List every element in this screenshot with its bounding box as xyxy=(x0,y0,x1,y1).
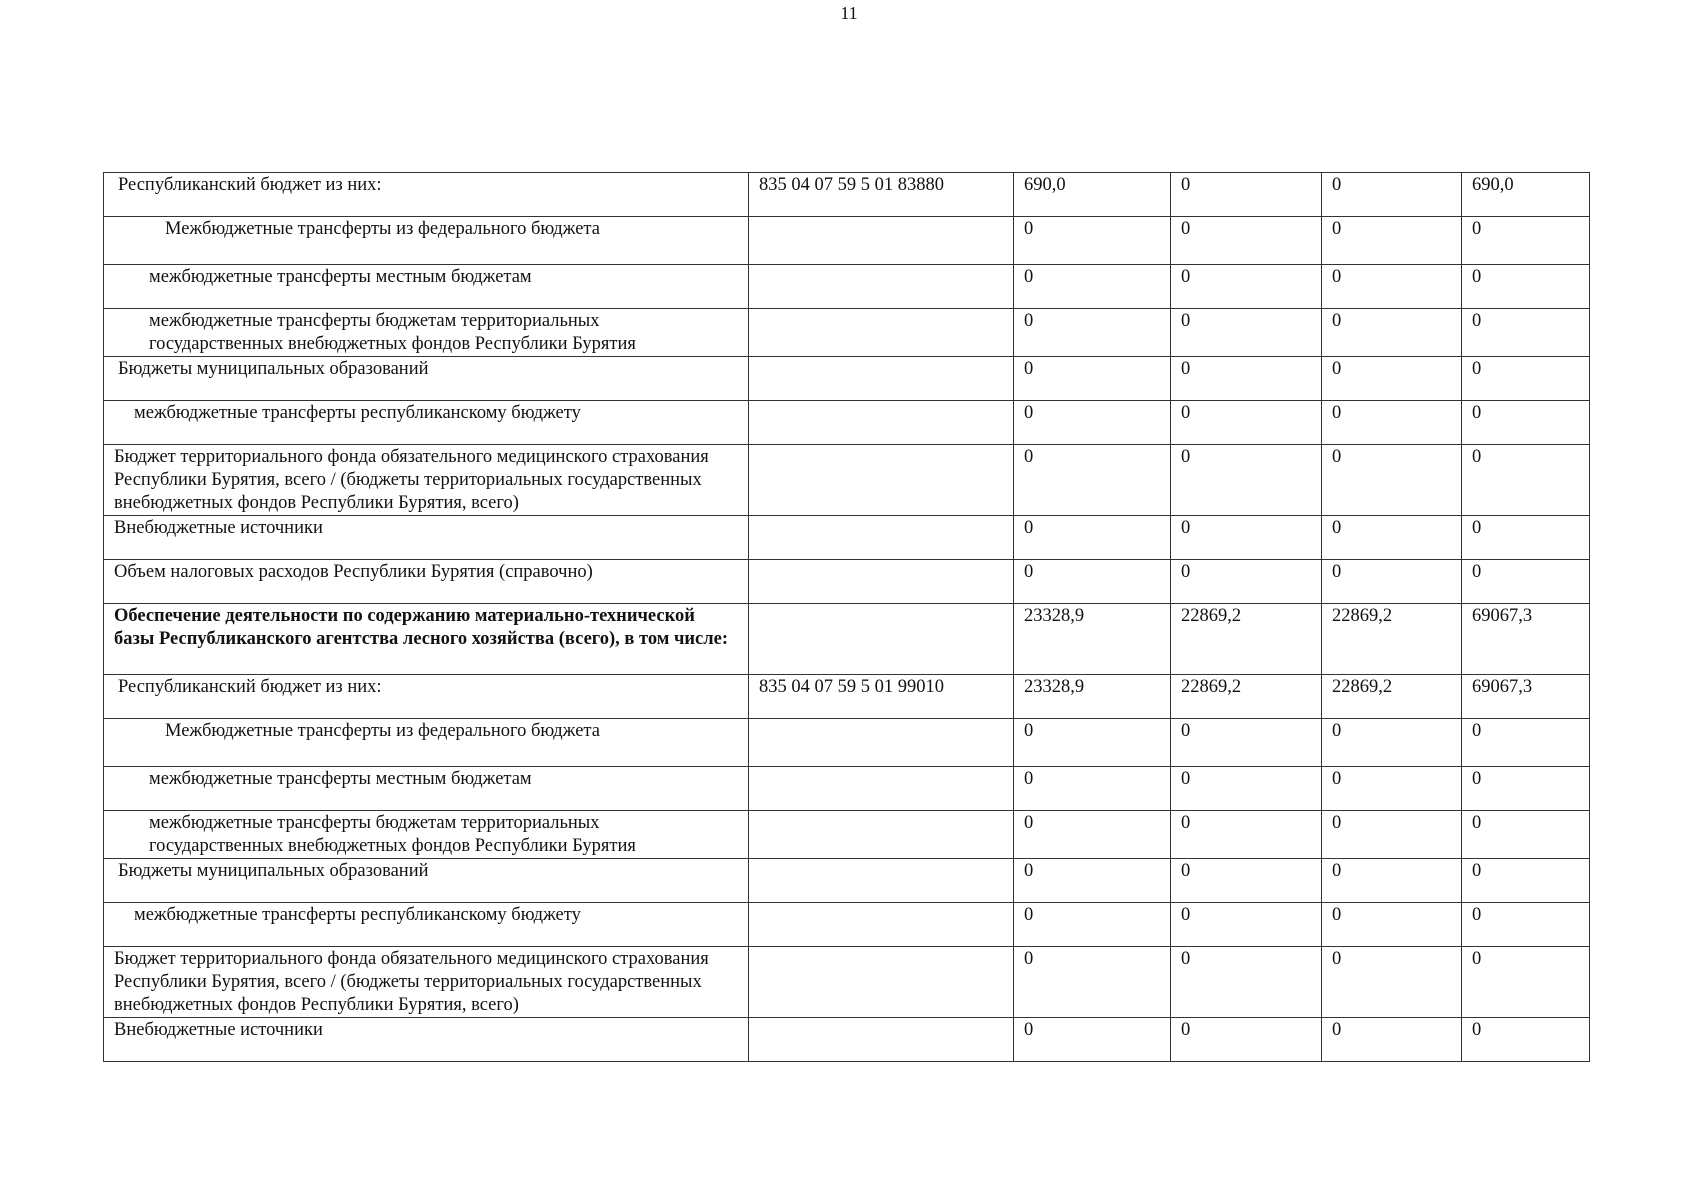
row-value-1: 0 xyxy=(1014,516,1171,560)
row-value-2: 0 xyxy=(1171,719,1322,767)
row-value-1: 0 xyxy=(1014,719,1171,767)
row-value-3: 0 xyxy=(1322,401,1462,445)
row-value-3: 0 xyxy=(1322,903,1462,947)
row-label: межбюджетные трансферты бюджетам территориальных государственных внебюджетных фондов Республики Бурятия xyxy=(104,811,749,859)
table-row xyxy=(104,675,1590,719)
row-value-1: 0 xyxy=(1014,859,1171,903)
row-value-2: 0 xyxy=(1171,1018,1322,1062)
row-label: Обеспечение деятельности по содержанию материально-технической базы Республиканского агентства лесного хозяйства (всего), в том числе: xyxy=(104,604,749,675)
row-total: 0 xyxy=(1462,1018,1590,1062)
row-value-2: 0 xyxy=(1171,516,1322,560)
row-total: 0 xyxy=(1462,357,1590,401)
row-code xyxy=(749,401,1014,445)
row-value-3: 0 xyxy=(1322,947,1462,1018)
row-value-3: 0 xyxy=(1322,217,1462,265)
row-value-3: 0 xyxy=(1322,173,1462,217)
row-value-1: 0 xyxy=(1014,811,1171,859)
table-row xyxy=(104,173,1590,217)
row-value-1: 0 xyxy=(1014,309,1171,357)
row-value-3: 0 xyxy=(1322,560,1462,604)
row-total: 0 xyxy=(1462,947,1590,1018)
row-value-2: 0 xyxy=(1171,401,1322,445)
row-label: межбюджетные трансферты республиканскому бюджету xyxy=(104,903,749,947)
row-label: Бюджеты муниципальных образований xyxy=(104,859,749,903)
row-total: 0 xyxy=(1462,445,1590,516)
row-code xyxy=(749,903,1014,947)
row-code xyxy=(749,445,1014,516)
row-label: Внебюджетные источники xyxy=(104,1018,749,1062)
row-total: 69067,3 xyxy=(1462,604,1590,675)
row-total: 0 xyxy=(1462,265,1590,309)
table-row xyxy=(104,401,1590,445)
row-value-1: 0 xyxy=(1014,947,1171,1018)
table-row xyxy=(104,604,1590,675)
table-row xyxy=(104,357,1590,401)
row-total: 0 xyxy=(1462,217,1590,265)
row-code xyxy=(749,947,1014,1018)
budget-table xyxy=(103,172,1590,1062)
row-value-3: 0 xyxy=(1322,767,1462,811)
row-value-3: 0 xyxy=(1322,719,1462,767)
row-value-2: 0 xyxy=(1171,767,1322,811)
row-value-2: 0 xyxy=(1171,357,1322,401)
row-code xyxy=(749,1018,1014,1062)
row-label: Внебюджетные источники xyxy=(104,516,749,560)
row-value-3: 0 xyxy=(1322,811,1462,859)
row-value-1: 0 xyxy=(1014,217,1171,265)
table-row xyxy=(104,265,1590,309)
row-value-1: 690,0 xyxy=(1014,173,1171,217)
row-label: межбюджетные трансферты местным бюджетам xyxy=(104,265,749,309)
row-value-2: 0 xyxy=(1171,560,1322,604)
row-value-3: 0 xyxy=(1322,516,1462,560)
row-label: Бюджеты муниципальных образований xyxy=(104,357,749,401)
table-row xyxy=(104,309,1590,357)
row-value-3: 0 xyxy=(1322,1018,1462,1062)
row-code xyxy=(749,357,1014,401)
table-row xyxy=(104,1018,1590,1062)
row-value-2: 0 xyxy=(1171,217,1322,265)
row-value-1: 0 xyxy=(1014,445,1171,516)
row-value-2: 0 xyxy=(1171,445,1322,516)
row-label: Объем налоговых расходов Республики Бурятия (справочно) xyxy=(104,560,749,604)
table-row xyxy=(104,516,1590,560)
row-label: Межбюджетные трансферты из федерального бюджета xyxy=(104,217,749,265)
row-code xyxy=(749,767,1014,811)
table-row xyxy=(104,217,1590,265)
row-code: 835 04 07 59 5 01 83880 xyxy=(749,173,1014,217)
row-value-1: 0 xyxy=(1014,265,1171,309)
row-total: 0 xyxy=(1462,401,1590,445)
table-row xyxy=(104,811,1590,859)
row-value-3: 22869,2 xyxy=(1322,604,1462,675)
row-code xyxy=(749,265,1014,309)
table-row xyxy=(104,560,1590,604)
row-code xyxy=(749,811,1014,859)
row-label: Бюджет территориального фонда обязательного медицинского страхования Республики Бурятия, всего / (бюджеты территориальных государственных внебюджетных фондов Республики Бурятия, всего) xyxy=(104,445,749,516)
row-total: 0 xyxy=(1462,811,1590,859)
table-row xyxy=(104,767,1590,811)
row-value-1: 0 xyxy=(1014,903,1171,947)
row-value-2: 0 xyxy=(1171,811,1322,859)
row-label: межбюджетные трансферты бюджетам территориальных государственных внебюджетных фондов Республики Бурятия xyxy=(104,309,749,357)
table-row xyxy=(104,719,1590,767)
row-label: Республиканский бюджет из них: xyxy=(104,173,749,217)
row-value-1: 0 xyxy=(1014,1018,1171,1062)
row-total: 0 xyxy=(1462,859,1590,903)
row-value-3: 0 xyxy=(1322,309,1462,357)
row-total: 0 xyxy=(1462,309,1590,357)
row-code xyxy=(749,859,1014,903)
row-label: Бюджет территориального фонда обязательного медицинского страхования Республики Бурятия, всего / (бюджеты территориальных государственных внебюджетных фондов Республики Бурятия, всего) xyxy=(104,947,749,1018)
row-code xyxy=(749,309,1014,357)
table-row xyxy=(104,445,1590,516)
row-total: 0 xyxy=(1462,767,1590,811)
row-value-1: 0 xyxy=(1014,357,1171,401)
row-value-2: 0 xyxy=(1171,173,1322,217)
row-value-3: 0 xyxy=(1322,265,1462,309)
row-value-2: 0 xyxy=(1171,309,1322,357)
row-code xyxy=(749,516,1014,560)
row-value-2: 0 xyxy=(1171,903,1322,947)
table-row xyxy=(104,947,1590,1018)
row-total: 0 xyxy=(1462,903,1590,947)
row-value-1: 0 xyxy=(1014,767,1171,811)
row-code xyxy=(749,560,1014,604)
row-value-2: 22869,2 xyxy=(1171,604,1322,675)
row-code xyxy=(749,719,1014,767)
table-row xyxy=(104,903,1590,947)
row-total: 690,0 xyxy=(1462,173,1590,217)
row-value-2: 22869,2 xyxy=(1171,675,1322,719)
row-value-3: 0 xyxy=(1322,357,1462,401)
row-value-3: 22869,2 xyxy=(1322,675,1462,719)
row-code xyxy=(749,217,1014,265)
row-total: 0 xyxy=(1462,516,1590,560)
row-label: межбюджетные трансферты республиканскому бюджету xyxy=(104,401,749,445)
row-value-2: 0 xyxy=(1171,947,1322,1018)
row-total: 69067,3 xyxy=(1462,675,1590,719)
row-label: Республиканский бюджет из них: xyxy=(104,675,749,719)
row-label: Межбюджетные трансферты из федерального бюджета xyxy=(104,719,749,767)
row-value-1: 0 xyxy=(1014,560,1171,604)
row-label: межбюджетные трансферты местным бюджетам xyxy=(104,767,749,811)
row-value-1: 0 xyxy=(1014,401,1171,445)
page-number: 11 xyxy=(840,3,858,23)
row-code xyxy=(749,604,1014,675)
row-total: 0 xyxy=(1462,560,1590,604)
row-total: 0 xyxy=(1462,719,1590,767)
row-code: 835 04 07 59 5 01 99010 xyxy=(749,675,1014,719)
row-value-2: 0 xyxy=(1171,859,1322,903)
table-row xyxy=(104,859,1590,903)
row-value-3: 0 xyxy=(1322,445,1462,516)
row-value-1: 23328,9 xyxy=(1014,675,1171,719)
row-value-3: 0 xyxy=(1322,859,1462,903)
row-value-2: 0 xyxy=(1171,265,1322,309)
row-value-1: 23328,9 xyxy=(1014,604,1171,675)
